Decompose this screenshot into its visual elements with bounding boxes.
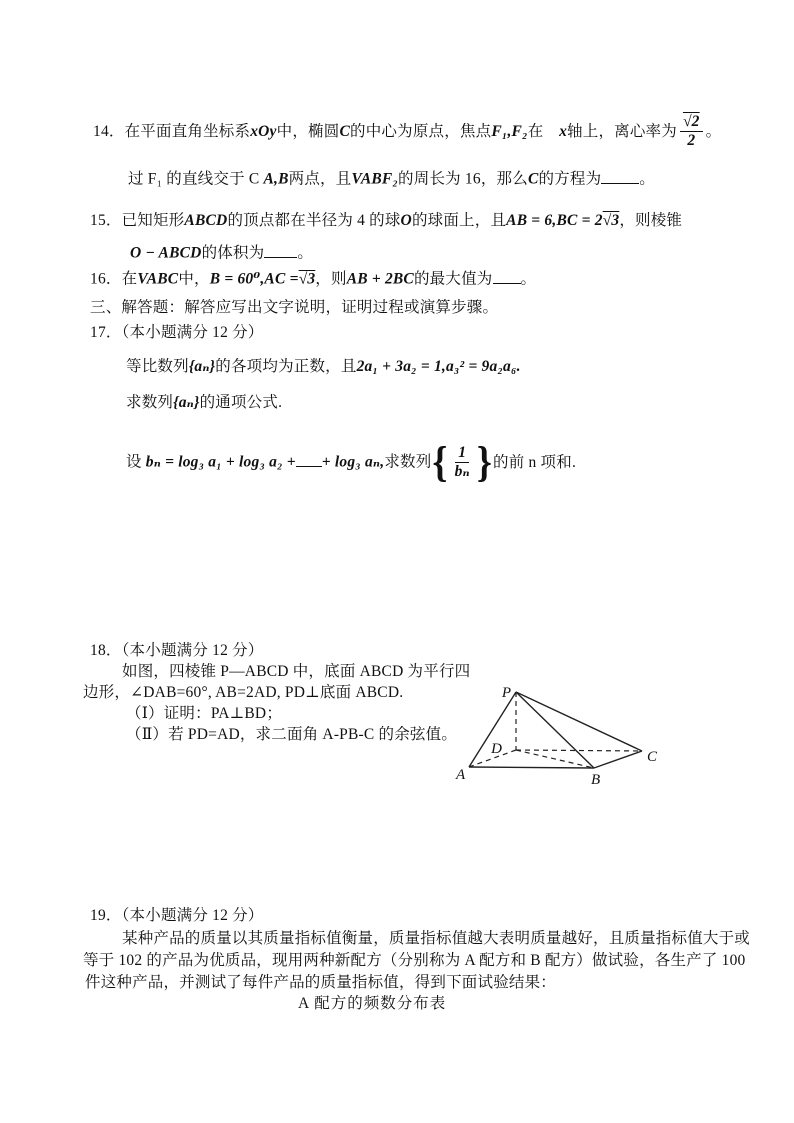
q18-number: 18． [90,642,122,659]
vertex-label-A: A [456,767,466,783]
q18-part1: （Ⅰ）证明：PA⊥BD； [126,705,283,722]
vertex-label-D: D [491,741,502,757]
q19-header [90,905,264,926]
q17-number: 17． [90,324,122,341]
q19-para2: 等于 102 的产品为优质品，现用两种新配方（分别称为 A 配方和 B 配方）做试验，各生产了 100 [83,952,746,969]
edge-AB [469,767,594,768]
answer-blank [601,168,639,184]
q16-line: 16．在VABC中，B = 60⁰,AC =√3，则AB + 2BC的最大值为 。 [90,268,536,290]
answer-blank [493,268,521,284]
math-F1F2: F₁,F₂ [491,122,528,140]
q17-line3: 设 bₙ = log₃ a₁ + log₃ a₂ + + log₃ aₙ,求数列 { $\frac{1}{\text{bₙ}}$ } 的前 n 项和. [126,437,577,487]
fraction-1-over-bn [452,444,473,481]
q18-para1: 如图，四棱锥 P—ABCD 中，底面 ABCD 为平行四 [122,663,471,680]
math-AB6-BC: AB = 6,BC = 2 [506,212,603,229]
math-triangle-ABF2: VABF₂ [351,170,399,188]
math-seq-an: {aₙ} [188,358,216,375]
q17-line1: 等比数列{aₙ}的各项均为正数，且2a₁ + 3a₂ = 1,a₃² = 9a₂a₆. [126,358,521,375]
math-seq-an: {aₙ} [173,394,200,411]
pyramid-diagram [452,645,702,795]
math-C: C [339,122,351,140]
math-sqrt3: √3 [602,212,620,229]
fraction-denominator: 2 [687,131,696,149]
edge-PB [516,692,594,768]
math-xOy: xOy [250,122,277,140]
math-ABCD: ABCD [184,212,228,229]
q15-line1: 15．已知矩形ABCD的顶点都在半径为 4 的球O的球面上，且AB = 6,BC = 2√3，则棱锥 [90,212,683,229]
edge-DC [516,750,642,751]
math-triangle-ABC: VABC [137,270,179,288]
left-brace: { [432,437,448,487]
section3-header: 三、解答题：解答应写出文字说明，证明过程或演算步骤。 [90,299,499,316]
math-log-an: + log₃ aₙ, [321,453,385,471]
q19-number: 19． [90,907,122,924]
q15-line2: O − ABCD的体积为 。 [130,242,313,264]
math-bn-log-sum: bₙ = log₃ a₁ + log₃ a₂ + [145,453,296,471]
math-AB-plus-2BC: AB + 2BC [346,270,414,288]
q16-number: 16． [90,270,122,288]
vertex-label-P: P [501,685,511,701]
math-C: C [527,170,539,188]
right-brace: } [476,437,493,487]
q14-line1-text: 14．在平面直角坐标系xOy中，椭圆C的中心为原点，焦点F₁,F₂在 x轴上，离心率为 [93,122,677,140]
q18-header [90,640,264,661]
edge-BC [594,751,642,768]
math-O: O [400,212,412,229]
q18-score: （本小题满分 12 分） [121,642,264,659]
q14-number: 14． [93,122,125,140]
edge-PC [516,692,642,751]
answer-blank [264,242,297,258]
q17-line2: 求数列{aₙ}的通项公式. [126,394,283,411]
fraction-sqrt2-over-2 [680,113,703,150]
edge-DB [516,750,594,768]
q17-header [90,322,264,343]
math-x: x [559,122,568,140]
q17-score: （本小题满分 12 分） [121,324,264,341]
formula-blank [296,451,322,467]
math-O-ABCD: O − ABCD [130,244,202,262]
fraction-numerator: 1 [455,444,469,463]
fraction-numerator: √2 [680,113,703,132]
q19-para1: 某种产品的质量以其质量指标值衡量，质量指标值越大表明质量越好，且质量指标值大于或 [122,930,751,947]
vertex-label-B: B [591,772,601,788]
math-B60-AC: B = 60⁰,AC = [209,270,299,288]
q14-line1: 14．在平面直角坐标系xOy中，椭圆C的中心为原点，焦点F₁,F₂在 x轴上，离心率为 $\frac{√2}{2}$ 。 [93,112,722,149]
math-AB-points: A,B [263,170,289,188]
q15-number: 15． [90,212,122,229]
q18-para2: 边形，∠DAB=60°, AB=2AD, PD⊥底面 ABCD. [83,684,404,701]
table-caption-a-formula: A 配方的频数分布表 [298,995,447,1012]
fraction-denominator: bₙ [454,462,470,480]
math-geometric-conditions: 2a₁ + 3a₂ = 1,a₃² = 9a₂a₆. [356,358,521,375]
q19-para3: 件这种产品，并测试了每件产品的质量指标值，得到下面试验结果： [85,974,557,991]
math-sqrt3: √3 [298,270,316,288]
q17-line3-lead: 设 bₙ = log₃ a₁ + log₃ a₂ + + log₃ aₙ,求数列 [126,451,431,473]
q14-line2: 过 F₁ 的直线交于 C A,B两点，且VABF₂的周长为 16，那么C的方程为 。 [128,168,655,190]
q18-part2: （Ⅱ）若 PD=AD，求二面角 A-PB-C 的余弦值。 [126,726,458,743]
q19-score: （本小题满分 12 分） [121,907,264,924]
vertex-label-C: C [647,749,658,765]
